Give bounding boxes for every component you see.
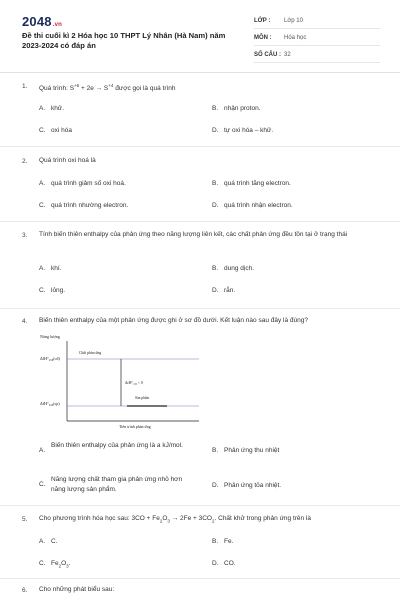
option-label: A.: [39, 265, 46, 272]
option-text: quá trình giảm số oxi hoá.: [51, 180, 126, 187]
option-d[interactable]: [212, 126, 273, 136]
product-level-label: ΔfH°₂₉₈(sp): [40, 401, 60, 406]
question-number: 4.: [22, 318, 28, 325]
option-text: Năng lượng chất tham gia phản ứng nhỏ hơn năng lượng sản phẩm.: [51, 476, 183, 493]
product-name: Sản phẩm: [135, 396, 150, 400]
meta-key: MÔN :: [254, 35, 272, 41]
question-text: Quá trình oxi hoá là: [39, 157, 96, 164]
option-c[interactable]: [39, 286, 65, 296]
question-number: 2.: [22, 158, 28, 165]
option-a[interactable]: [39, 179, 126, 189]
option-c[interactable]: [39, 126, 72, 136]
option-label: B.: [212, 180, 219, 187]
option-label: D.: [212, 127, 219, 134]
meta-value: 32: [284, 52, 291, 58]
option-c[interactable]: [39, 559, 71, 571]
reactant-name: Chất phản ứng: [79, 351, 102, 355]
option-label: D.: [212, 287, 219, 294]
page-title: Đề thi cuối kì 2 Hóa học 10 THPT Lý Nhân (Hà Nam) năm 2023-2024 có đáp án: [22, 31, 226, 50]
option-label: A.: [39, 180, 46, 187]
question-1: [0, 72, 400, 147]
question-4: [0, 309, 400, 506]
option-c[interactable]: [39, 201, 128, 211]
option-label: B.: [212, 105, 219, 112]
option-text: rắn.: [224, 287, 236, 294]
meta-count: [254, 48, 380, 63]
option-c[interactable]: [39, 475, 199, 495]
option-b[interactable]: [212, 104, 261, 114]
meta-value: Lớp 10: [284, 18, 303, 24]
delta-h-label: ΔrH°₂₉₈ < 0: [125, 381, 143, 385]
option-label: C.: [39, 481, 46, 488]
question-text: Tính biến thiên enthalpy của phản ứng theo năng lượng liên kết, các chất phản ứng đều tồn tại ở trạng thái: [39, 231, 348, 238]
option-text: quá trình nhường electron.: [51, 202, 129, 209]
exam-meta: [254, 14, 380, 65]
option-d[interactable]: [212, 286, 235, 296]
question-list: [0, 72, 400, 603]
option-d[interactable]: [212, 559, 236, 569]
question-number: 5.: [22, 516, 28, 523]
option-d[interactable]: [212, 481, 281, 491]
meta-key: SỐ CÂU :: [254, 52, 281, 58]
option-label: A.: [39, 447, 46, 454]
question-text: Cho phương trình hóa học sau: $3CO + Fe_2O_3 \to 2Fe + 3CO_2$. Chất khử trong phản ứng trên là: [39, 515, 312, 524]
option-label: D.: [212, 202, 219, 209]
reactant-level-label: ΔfH°₂₉₈(cđ): [40, 356, 60, 361]
question-3: [0, 222, 400, 309]
question-text: Cho những phát biểu sau:: [39, 586, 115, 593]
meta-key: LỚP :: [254, 18, 271, 24]
question-2: [0, 147, 400, 222]
option-b[interactable]: [212, 179, 291, 189]
option-text: lỏng.: [51, 287, 66, 294]
question-text: Biến thiên enthalpy của một phản ứng được ghi ở sơ đồ dưới. Kết luận nào sau đây là đúng?: [39, 317, 308, 324]
option-label: B.: [212, 538, 219, 545]
site-logo[interactable]: [22, 14, 62, 29]
option-text: khí.: [51, 265, 62, 272]
option-label: C.: [39, 560, 46, 567]
question-number: 1.: [22, 83, 28, 90]
option-text: tự oxi hóa – khử.: [224, 127, 274, 134]
logo-text: 2048: [22, 14, 52, 29]
option-text: khử.: [51, 105, 65, 112]
option-label: D.: [212, 560, 219, 567]
question-number: 3.: [22, 232, 28, 239]
meta-subject: [254, 31, 380, 46]
question-5: [0, 506, 400, 579]
option-a[interactable]: [39, 441, 199, 456]
question-text: Quá trình: $S^{+6} + 2e \to S^{+4}$ được gọi là quá trình: [39, 83, 176, 93]
option-label: B.: [212, 265, 219, 272]
option-label: D.: [212, 482, 219, 489]
option-text: C.: [51, 538, 58, 545]
option-text: $Fe_2O_3$.: [51, 560, 71, 569]
option-a[interactable]: [39, 104, 64, 114]
option-label: B.: [212, 447, 219, 454]
option-text: dung dịch.: [224, 265, 254, 272]
question-number: 6.: [22, 587, 28, 594]
x-axis-label: Tiến trình phản ứng: [119, 424, 151, 429]
y-axis-label: Năng lượng: [40, 334, 60, 339]
enthalpy-diagram: [39, 329, 204, 429]
option-label: C.: [39, 287, 46, 294]
option-text: oxi hóa: [51, 127, 72, 134]
option-a[interactable]: [39, 537, 58, 547]
option-text: Biến thiên enthalpy của phản ứng là a kJ/mol.: [51, 442, 183, 449]
option-text: nhận proton.: [224, 105, 261, 112]
page-header: [0, 0, 400, 73]
option-label: A.: [39, 105, 46, 112]
option-a[interactable]: [39, 264, 61, 274]
logo-suffix: .vn: [52, 22, 63, 28]
option-text: quá trình nhận electron.: [224, 202, 293, 209]
option-d[interactable]: [212, 201, 293, 211]
option-b[interactable]: [212, 446, 279, 456]
option-label: C.: [39, 202, 46, 209]
question-6: [0, 579, 400, 603]
option-b[interactable]: [212, 537, 233, 547]
option-text: CO.: [224, 560, 236, 567]
meta-class: [254, 14, 380, 29]
option-text: Phản ứng thu nhiệt: [224, 447, 280, 454]
option-text: quá trình tăng electron.: [224, 180, 291, 187]
option-label: C.: [39, 127, 46, 134]
option-label: A.: [39, 538, 46, 545]
option-text: Phản ứng tỏa nhiệt.: [224, 482, 282, 489]
option-b[interactable]: [212, 264, 254, 274]
meta-value: Hóa học: [284, 35, 307, 41]
option-text: Fe.: [224, 538, 234, 545]
